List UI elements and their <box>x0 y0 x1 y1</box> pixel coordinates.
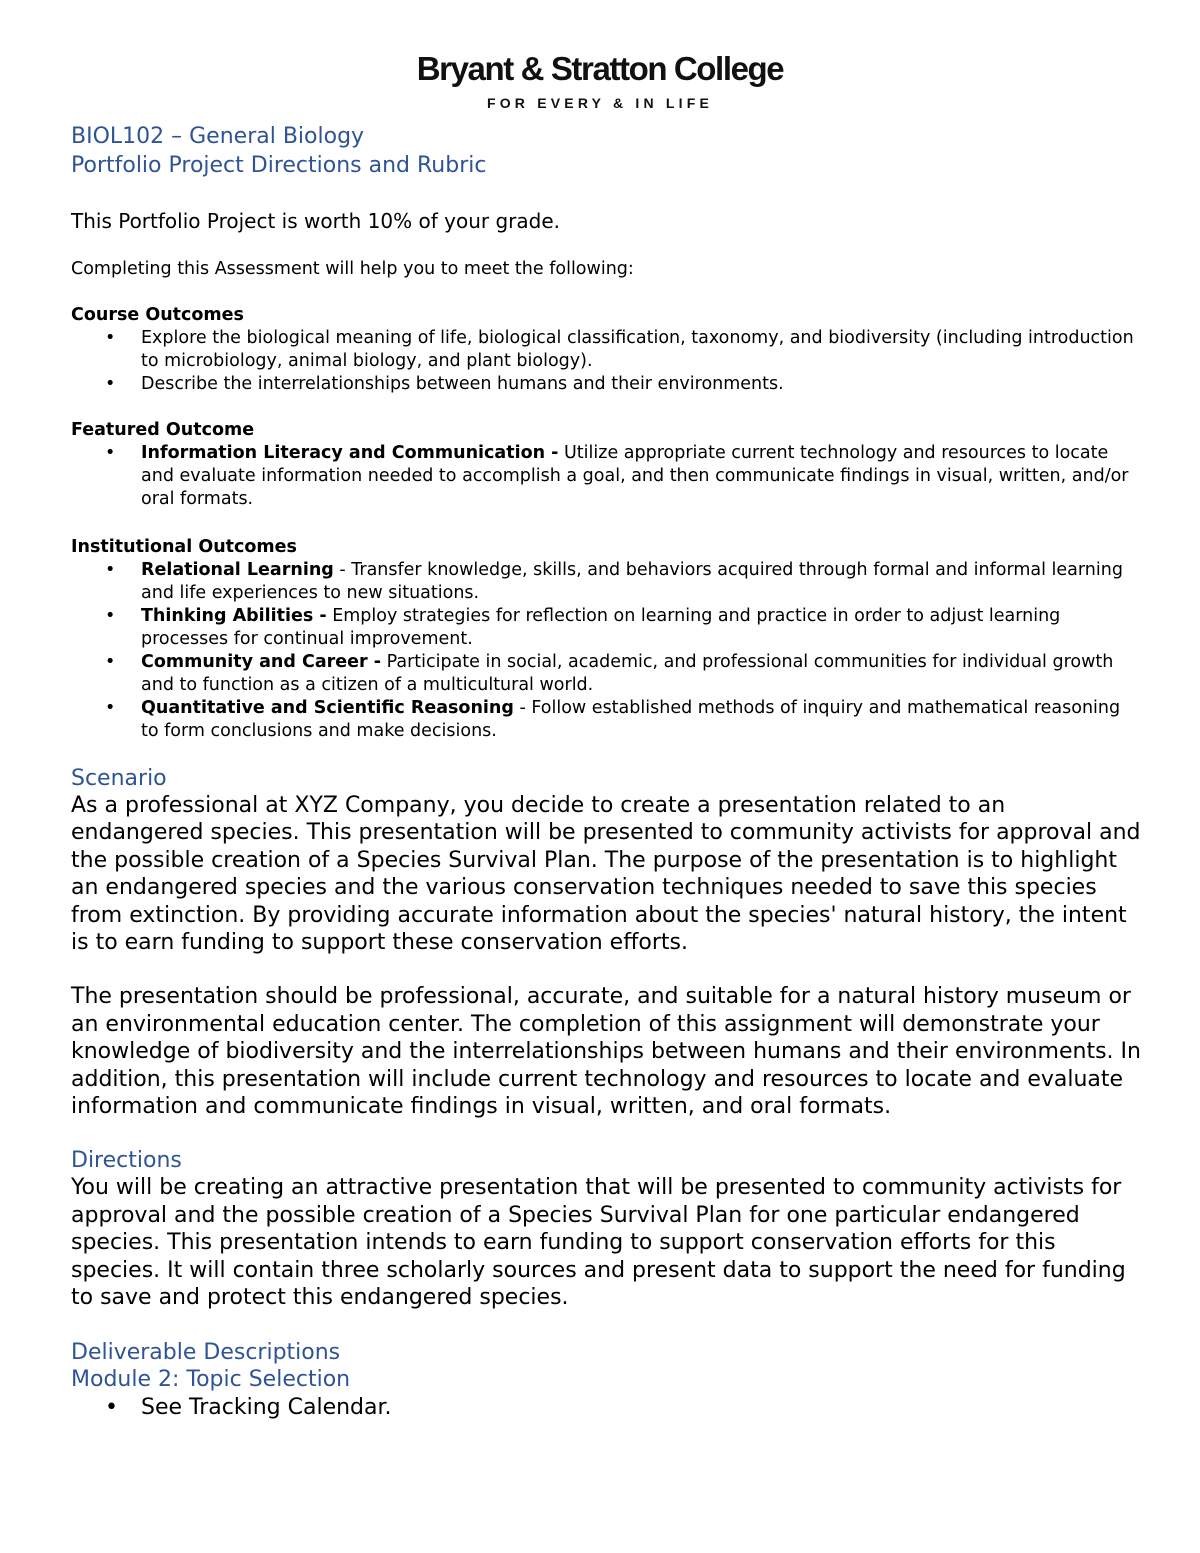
assessment-help-statement: Completing this Assessment will help you to meet the following: <box>71 259 634 279</box>
bullet-icon: • <box>105 328 116 348</box>
institutional-outcomes-list <box>71 559 1141 743</box>
outcome-label: Information Literacy and Communication - <box>141 443 559 463</box>
outcome-text: - Transfer knowledge, skills, and behaviors acquired through formal and informal learning and life experiences to new situations. <box>141 560 1123 603</box>
module-2-heading: Module 2: Topic Selection <box>71 1366 351 1392</box>
course-outcome-text: Explore the biological meaning of life, biological classification, taxonomy, and biodiversity (including introduction to microbiology, animal biology, and plant biology). <box>141 328 1134 371</box>
list-item <box>71 697 1141 743</box>
directions-paragraph: You will be creating an attractive presentation that will be presented to community activists for approval and the possible creation of a Species Survival Plan for one particular endangered species. This presentation intends to earn funding to support conservation efforts for this species. It will contain three scholarly sources and present data to support the need for funding to save and protect this endangered species. <box>71 1175 1126 1311</box>
document-content <box>71 122 1141 1422</box>
bullet-icon: • <box>105 443 116 463</box>
course-outcomes-heading: Course Outcomes <box>71 305 244 325</box>
featured-outcome-list <box>71 442 1141 511</box>
scenario-paragraph-1: As a professional at XYZ Company, you decide to create a presentation related to an endangered species. This presentation will be presented to community activists for approval and the possible creation of a Species Survival Plan. The purpose of the presentation is to highlight an endangered species and the various conservation techniques needed to save this species from extinction. By providing accurate information about the species' natural history, the intent is to earn funding to support these conservation efforts. <box>71 793 1141 956</box>
outcome-label: Community and Career - <box>141 652 382 672</box>
featured-outcome-heading: Featured Outcome <box>71 420 255 440</box>
outcome-text: Utilize appropriate current technology and resources to locate and evaluate information needed to accomplish a goal, and then communicate findings in visual, written, and/or oral formats. <box>141 443 1129 509</box>
bullet-icon: • <box>105 1394 118 1420</box>
list-item <box>71 327 1141 373</box>
course-title: BIOL102 – General Biology <box>71 124 365 149</box>
grade-worth-statement: This Portfolio Project is worth 10% of your grade. <box>71 209 560 233</box>
list-item <box>71 605 1141 651</box>
deliverables-list <box>71 1393 1141 1422</box>
list-item <box>71 442 1141 511</box>
course-outcomes-list <box>71 327 1141 396</box>
list-item <box>71 559 1141 605</box>
list-item <box>71 373 1141 396</box>
scenario-heading: Scenario <box>71 766 167 791</box>
scenario-paragraph-2: The presentation should be professional, accurate, and suitable for a natural history museum or an environmental education center. The completion of this assignment will demonstrate your knowledge of biodiversity and the interrelationships between humans and their environments. In addition, this presentation will include current technology and resources to locate and evaluate information and communicate findings in visual, written, and oral formats. <box>71 984 1141 1120</box>
outcome-label: Quantitative and Scientific Reasoning <box>141 698 514 718</box>
bullet-icon: • <box>105 560 116 580</box>
course-subtitle: Portfolio Project Directions and Rubric <box>71 153 487 178</box>
bullet-icon: • <box>105 374 116 394</box>
deliverable-text: See Tracking Calendar. <box>141 1394 392 1420</box>
course-outcome-text: Describe the interrelationships between humans and their environments. <box>141 374 784 394</box>
bullet-icon: • <box>105 652 116 672</box>
spacer <box>71 511 1141 534</box>
spacer <box>71 396 1141 419</box>
list-item <box>71 651 1141 697</box>
college-tagline: FOR EVERY & IN LIFE <box>486 95 714 111</box>
outcome-text: - Follow established methods of inquiry and mathematical reasoning to form conclusions and make decisions. <box>141 698 1121 741</box>
list-item <box>71 1393 1141 1422</box>
outcome-label: Thinking Abilities - <box>141 606 327 626</box>
outcome-label: Relational Learning <box>141 560 334 580</box>
outcome-text: Employ strategies for reflection on learning and practice in order to adjust learning processes for continual improvement. <box>141 606 1061 649</box>
bullet-icon: • <box>105 698 116 718</box>
outcome-text: Participate in social, academic, and professional communities for individual growth and to function as a citizen of a multicultural world. <box>141 652 1114 695</box>
directions-heading: Directions <box>71 1148 182 1174</box>
bullet-icon: • <box>105 606 116 626</box>
deliverables-heading: Deliverable Descriptions <box>71 1339 341 1365</box>
logo-block <box>395 50 805 112</box>
institutional-outcomes-heading: Institutional Outcomes <box>71 537 297 557</box>
college-name: Bryant & Stratton College <box>416 50 784 87</box>
